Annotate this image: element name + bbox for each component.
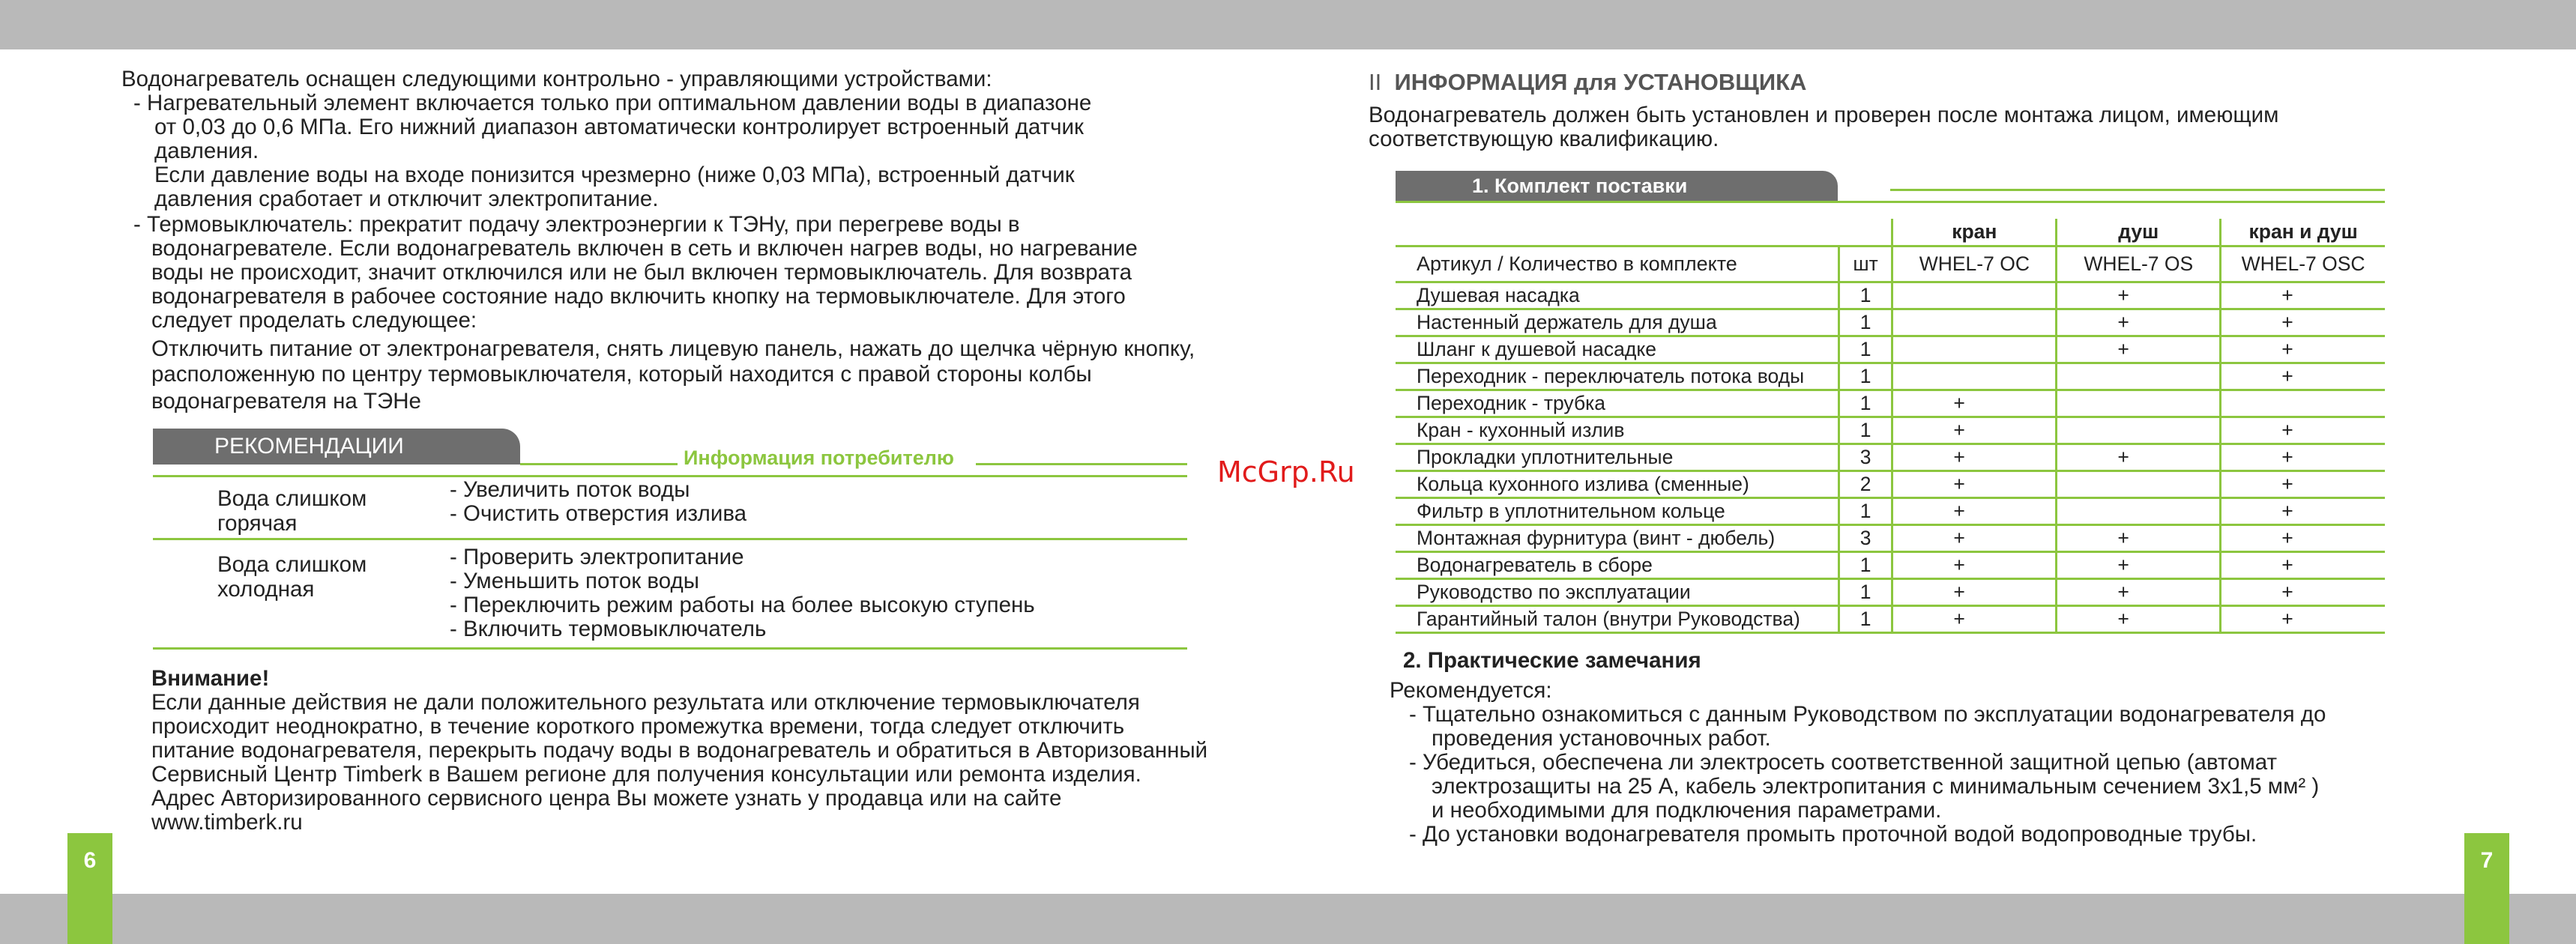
column-header: WHEL-7 OS: [2057, 246, 2221, 282]
model-mark-cell: +: [1892, 417, 2057, 444]
intro-line: давления.: [154, 139, 259, 163]
item-name-cell: Шланг к душевой насадке: [1396, 336, 1839, 363]
group-header: кран: [1892, 219, 2057, 246]
item-name-cell: Душевая насадка: [1396, 282, 1839, 309]
model-mark-cell: +: [1892, 551, 2057, 578]
intro-line: расположенную по центру термовыключателя, который находится с правой стороны колбы: [151, 362, 1092, 387]
model-mark-cell: [1892, 363, 2057, 390]
model-mark-cell: +: [2221, 551, 2385, 578]
page-number-left: 6: [67, 833, 112, 944]
model-mark-cell: +: [2057, 524, 2221, 551]
model-mark-cell: [1892, 309, 2057, 336]
warning-line: Адрес Авторизированного сервисного ценра Вы можете узнать у продавца или на сайте: [151, 786, 1062, 811]
item-name-cell: Кольца кухонного излива (сменные): [1396, 471, 1839, 497]
item-name-cell: Прокладки уплотнительные: [1396, 444, 1839, 471]
kit-rule: [1890, 189, 2385, 191]
model-mark-cell: +: [2221, 578, 2385, 605]
model-mark-cell: +: [1892, 497, 2057, 524]
notes-line: электрозащиты на 25 А, кабель электропитания с минимальным сечением 3х1,5 мм² ): [1432, 774, 2320, 799]
notes-line: - Убедиться, обеспечена ли электросеть соответственной защитной цепью (автомат: [1409, 750, 2278, 775]
item-name-cell: Руководство по эксплуатации: [1396, 578, 1839, 605]
table-row: [1396, 363, 2385, 390]
model-mark-cell: +: [2221, 363, 2385, 390]
intro-line: водонагревателя в рабочее состояние надо включить кнопку на термовыключателе. Для этого: [151, 284, 1126, 309]
model-mark-cell: +: [2057, 336, 2221, 363]
model-mark-cell: [2057, 363, 2221, 390]
table-row: [1396, 417, 2385, 444]
bottom-band: [0, 894, 2576, 944]
item-name-cell: Монтажная фурнитура (винт - дюбель): [1396, 524, 1839, 551]
intro-line: водонагревателя на ТЭНе: [151, 389, 421, 414]
model-mark-cell: +: [2057, 578, 2221, 605]
warning-title: Внимание!: [151, 666, 270, 691]
rec-label: Вода слишком: [217, 552, 367, 577]
rec-rule: [976, 463, 1187, 465]
table-row: [1396, 551, 2385, 578]
model-mark-cell: +: [1892, 578, 2057, 605]
model-mark-cell: +: [2057, 551, 2221, 578]
model-mark-cell: [2057, 497, 2221, 524]
quantity-cell: 1: [1839, 336, 1892, 363]
table-row: [1396, 336, 2385, 363]
kit-tab: 1. Комплект поставки: [1396, 171, 1838, 202]
notes-title: 2. Практические замечания: [1403, 648, 1701, 673]
table-header-group: [1396, 219, 2385, 246]
notes-line: проведения установочных работ.: [1432, 726, 1771, 751]
table-row: [1396, 578, 2385, 605]
section-title: [1369, 69, 1806, 96]
model-mark-cell: +: [2221, 444, 2385, 471]
intro-line: воды не происходит, значит отключился или не был включен термовыключатель. Для возврата: [151, 260, 1132, 285]
item-name-cell: Гарантийный талон (внутри Руководства): [1396, 605, 1839, 632]
table-row: [1396, 390, 2385, 417]
model-mark-cell: [2057, 471, 2221, 497]
installer-intro-line: соответствующую квалификацию.: [1369, 127, 1719, 151]
table-row: [1396, 524, 2385, 551]
quantity-cell: 2: [1839, 471, 1892, 497]
quantity-cell: 1: [1839, 551, 1892, 578]
warning-line: питание водонагревателя, перекрыть подачу воды в водонагреватель и обратиться в Авторизованный: [151, 738, 1208, 763]
rec-rule: [520, 463, 678, 465]
quantity-cell: 3: [1839, 524, 1892, 551]
rec-label: Вода слишком: [217, 486, 367, 511]
model-mark-cell: +: [2221, 417, 2385, 444]
rec-item: - Уменьшить поток воды: [450, 569, 699, 593]
table-row: [1396, 309, 2385, 336]
model-mark-cell: +: [1892, 524, 2057, 551]
table-header: [1396, 246, 2385, 282]
table-row: [1396, 471, 2385, 497]
model-mark-cell: [1892, 282, 2057, 309]
item-name-cell: Водонагреватель в сборе: [1396, 551, 1839, 578]
model-mark-cell: +: [2221, 605, 2385, 632]
column-header: шт: [1839, 246, 1892, 282]
model-mark-cell: +: [2221, 336, 2385, 363]
section-title-text: ИНФОРМАЦИЯ для УСТАНОВЩИКА: [1394, 69, 1807, 95]
kit-table: [1396, 219, 2385, 634]
warning-line: Если данные действия не дали положительного результата или отключение термовыключателя: [151, 690, 1140, 715]
column-header: Артикул / Количество в комплекте: [1396, 246, 1839, 282]
website-link: www.timberk.ru: [151, 810, 303, 835]
model-mark-cell: [1892, 336, 2057, 363]
notes-line: Рекомендуется:: [1390, 678, 1552, 703]
quantity-cell: 1: [1839, 605, 1892, 632]
rec-item: - Включить термовыключатель: [450, 617, 767, 641]
model-mark-cell: +: [2057, 444, 2221, 471]
consumer-info-title: Информация потребителю: [684, 447, 954, 469]
model-mark-cell: +: [2057, 309, 2221, 336]
intro-line: от 0,03 до 0,6 МПа. Его нижний диапазон автоматически контролирует встроенный датчик: [154, 115, 1084, 139]
column-header: WHEL-7 OSC: [2221, 246, 2385, 282]
intro-line: - Нагревательный элемент включается только при оптимальном давлении воды в диапазоне: [133, 91, 1092, 115]
model-mark-cell: +: [2057, 605, 2221, 632]
table-row: [1396, 282, 2385, 309]
model-mark-cell: [2221, 390, 2385, 417]
warning-line: Сервисный Центр Timberk в Вашем регионе для получения консультации или ремонта изделия.: [151, 762, 1141, 787]
intro-line: водонагревателе. Если водонагреватель включен в сеть и включен нагрев воды, но нагревание: [151, 236, 1138, 261]
model-mark-cell: +: [2057, 282, 2221, 309]
rec-item: - Очистить отверстия излива: [450, 501, 747, 526]
model-mark-cell: [2057, 417, 2221, 444]
top-band: [0, 0, 2576, 49]
quantity-cell: 1: [1839, 390, 1892, 417]
model-mark-cell: +: [1892, 605, 2057, 632]
quantity-cell: 1: [1839, 282, 1892, 309]
rec-item: - Увеличить поток воды: [450, 477, 690, 502]
rec-item: - Проверить электропитание: [450, 545, 744, 569]
page-number-right: 7: [2464, 833, 2509, 944]
group-header: душ: [2057, 219, 2221, 246]
model-mark-cell: +: [1892, 390, 2057, 417]
quantity-cell: 3: [1839, 444, 1892, 471]
rec-label: горячая: [217, 511, 298, 536]
intro-line: Если давление воды на входе понизится чрезмерно (ниже 0,03 МПа), встроенный датчик: [154, 163, 1075, 187]
notes-line: и необходимыми для подключения параметрами.: [1432, 798, 1942, 823]
installer-intro-line: Водонагреватель должен быть установлен и проверен после монтажа лицом, имеющим: [1369, 103, 2279, 127]
model-mark-cell: [2057, 390, 2221, 417]
rec-label: холодная: [217, 577, 315, 602]
item-name-cell: Переходник - переключатель потока воды: [1396, 363, 1839, 390]
quantity-cell: 1: [1839, 417, 1892, 444]
model-mark-cell: +: [1892, 444, 2057, 471]
warning-line: происходит неоднократно, в течение короткого промежутка времени, тогда следует отключить: [151, 714, 1125, 739]
intro-line: следует проделать следующее:: [151, 308, 477, 333]
rec-item: - Переключить режим работы на более высокую ступень: [450, 593, 1035, 617]
model-mark-cell: +: [2221, 524, 2385, 551]
model-mark-cell: +: [2221, 497, 2385, 524]
table-row: [1396, 605, 2385, 632]
model-mark-cell: +: [1892, 471, 2057, 497]
column-header: WHEL-7 OC: [1892, 246, 2057, 282]
model-mark-cell: +: [2221, 309, 2385, 336]
table-row: [1396, 444, 2385, 471]
kit-rule: [1396, 201, 2385, 203]
model-mark-cell: +: [2221, 282, 2385, 309]
item-name-cell: Фильтр в уплотнительном кольце: [1396, 497, 1839, 524]
section-prefix: II: [1369, 69, 1382, 95]
quantity-cell: 1: [1839, 309, 1892, 336]
table-row: [1396, 497, 2385, 524]
item-name-cell: Переходник - трубка: [1396, 390, 1839, 417]
item-name-cell: Кран - кухонный излив: [1396, 417, 1839, 444]
notes-line: - До установки водонагревателя промыть проточной водой водопроводные трубы.: [1409, 822, 2257, 847]
quantity-cell: 1: [1839, 497, 1892, 524]
rec-divider: [153, 647, 1187, 650]
recommendations-tab: РЕКОМЕНДАЦИИ: [153, 429, 520, 465]
group-header: кран и душ: [2221, 219, 2385, 246]
quantity-cell: 1: [1839, 578, 1892, 605]
intro-line: давления сработает и отключит электропитание.: [154, 187, 659, 211]
quantity-cell: 1: [1839, 363, 1892, 390]
item-name-cell: Настенный держатель для душа: [1396, 309, 1839, 336]
intro-line: - Термовыключатель: прекратит подачу электроэнергии к ТЭНу, при перегреве воды в: [133, 212, 1020, 237]
watermark: McGrp.Ru: [1217, 456, 1355, 488]
notes-line: - Тщательно ознакомиться с данным Руководством по эксплуатации водонагревателя до: [1409, 702, 2326, 727]
model-mark-cell: +: [2221, 471, 2385, 497]
intro-line: Отключить питание от электронагревателя, снять лицевую панель, нажать до щелчка чёрную кнопку,: [151, 336, 1195, 361]
rec-divider: [153, 538, 1187, 540]
intro-line: Водонагреватель оснащен следующими контрольно - управляющими устройствами:: [121, 67, 992, 91]
